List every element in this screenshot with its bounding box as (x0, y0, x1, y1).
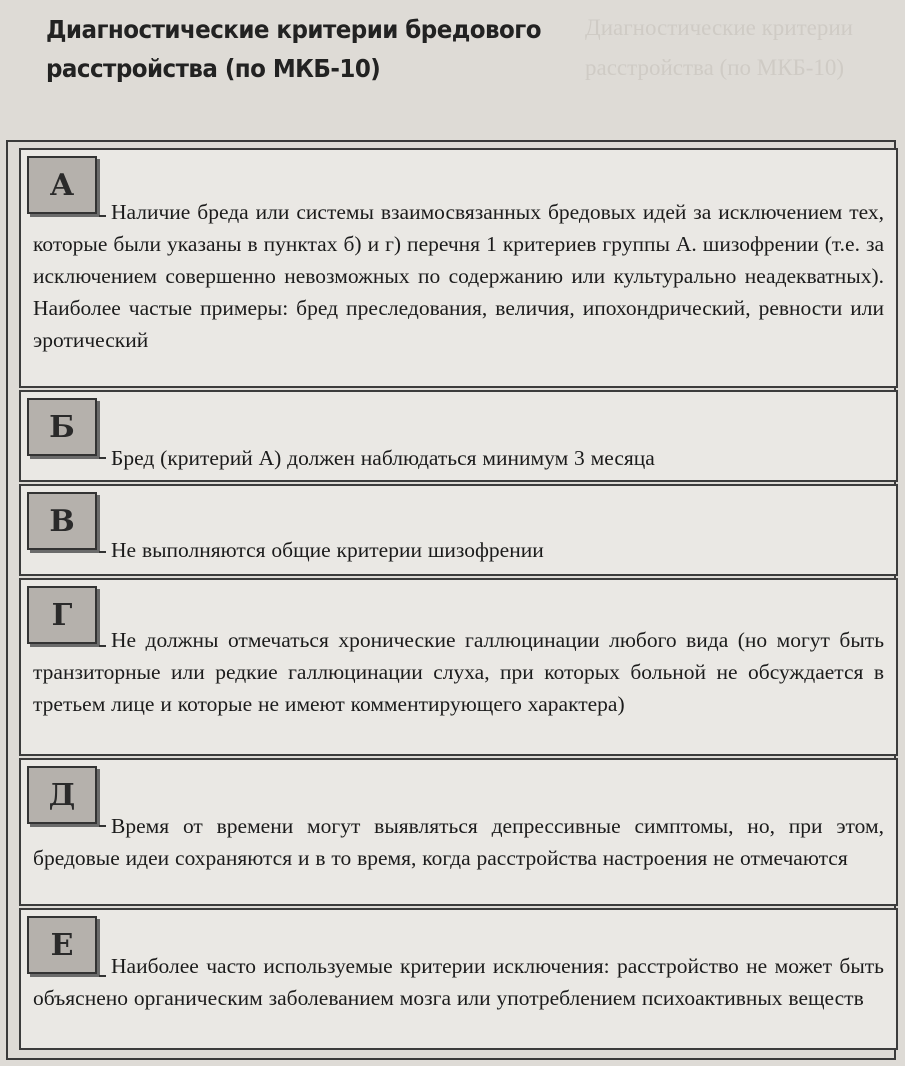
criterion-b (19, 390, 898, 482)
title-line-1: Диагностические критерии бредового (46, 15, 542, 44)
criterion-text: Не выполняются общие критерии шизофрении (111, 538, 544, 562)
criterion-a (19, 148, 898, 388)
criterion-letter-badge: В (27, 492, 97, 550)
criterion-letter-badge: Д (27, 766, 97, 824)
criterion-letter-badge: Е (27, 916, 97, 974)
criterion-text: Наличие бреда или системы взаимосвязанных бредовых идей за исключением тех, которые были указаны в пунктах б) и г) перечня 1 критериев группы А. шизофрении (т.е. за исключением совершенно невозможных по содержанию или культурально неадекватных). Наиболее частые примеры: бред преследования, величия, ипохондрический, ревности или эротический (33, 200, 884, 352)
criterion-d (19, 758, 898, 906)
criteria-table (6, 140, 896, 1060)
criterion-text: Наиболее часто используемые критерии исключения: расстройство не может быть объяснено органическим заболеванием мозга или употреблением психоактивных веществ (33, 954, 884, 1010)
criterion-text: Время от времени могут выявляться депрессивные симптомы, но, при этом, бредовые идеи сохраняются и в то время, когда расстройства настроения не отмечаются (33, 814, 884, 870)
criterion-text: Не должны отмечаться хронические галлюцинации любого вида (но могут быть транзиторные или редкие галлюцинации слуха, при которых больной не обсуждается в третьем лице и которые не имеют комментирующего характера) (33, 628, 884, 716)
criterion-v (19, 484, 898, 576)
title-line-2: расстройства (по МКБ-10) (46, 54, 381, 83)
criterion-g (19, 578, 898, 756)
page-title (46, 10, 561, 88)
criterion-letter-badge: Г (27, 586, 97, 644)
criterion-letter-badge: А (27, 156, 97, 214)
criterion-text: Бред (критерий А) должен наблюдаться минимум 3 месяца (111, 446, 655, 470)
criterion-letter-badge: Б (27, 398, 97, 456)
criterion-e (19, 908, 898, 1050)
bleed-through-text: Диагностические критерии расстройства (по МКБ-10) (585, 15, 853, 80)
